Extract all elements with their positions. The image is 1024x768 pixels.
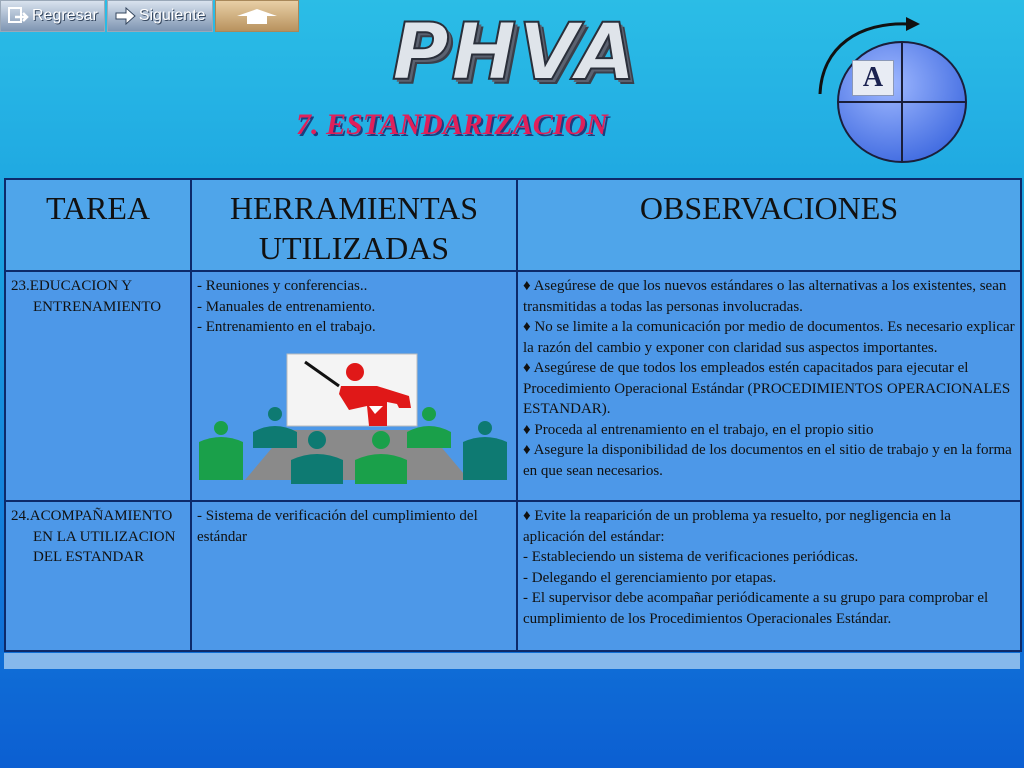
section-subtitle: 7. ESTANDARIZACION xyxy=(296,108,608,141)
task-name: 23.EDUCACION Y ENTRENAMIENTO xyxy=(11,278,162,315)
observations-cell xyxy=(517,501,1021,651)
table-footer-bar xyxy=(4,653,1020,669)
tool-item: - Reuniones y conferencias.. xyxy=(197,278,368,294)
phva-cycle-diagram xyxy=(810,16,980,168)
page-title: PHVA xyxy=(392,8,638,98)
observation-item: ♦ No se limite a la comunicación por medio de documentos. Es necesario explicar la razón del cambio y exponer con claridad sus aspectos importantes. xyxy=(523,319,1015,356)
next-button-label: Siguiente xyxy=(138,7,206,24)
back-button-label: Regresar xyxy=(32,7,98,24)
observation-item: ♦ Proceda al entrenamiento en el trabajo, en el propio sitio xyxy=(523,421,874,438)
home-button[interactable] xyxy=(215,0,299,32)
training-presentation-illustration xyxy=(197,352,513,484)
observation-item: - Estableciendo un sistema de verificaciones periódicas. xyxy=(523,549,859,565)
table-row xyxy=(5,271,1021,501)
observation-item: ♦ Asegúrese de que todos los empleados estén capacitados para ejecutar el Procedimiento Operacional Estándar (PROCEDIMIENTOS OPERACIONALES ESTANDAR). xyxy=(523,360,1011,417)
task-name: 24.ACOMPAÑAMIENTO EN LA UTILIZACION DEL ESTANDAR xyxy=(11,508,176,565)
observation-item: ♦ Evite la reaparición de un problema ya resuelto, por negligencia en la aplicación del estándar: xyxy=(523,508,951,545)
observation-item: ♦ Asegúrese de que los nuevos estándares o las alternativas a los existentes, sean transmitidas a todas las personas involucradas. xyxy=(523,278,1007,315)
column-header-tools: HERRAMIENTAS UTILIZADAS xyxy=(191,179,517,271)
table-row xyxy=(5,501,1021,651)
tool-item: - Entrenamiento en el trabajo. xyxy=(197,319,376,335)
observation-item: ♦ Asegure la disponibilidad de los documentos en el sitio de trabajo y en la forma en que sean necesarios. xyxy=(523,442,1012,479)
column-header-task: TAREA xyxy=(5,179,191,271)
table-header-row xyxy=(5,179,1021,271)
arrow-right-icon xyxy=(114,5,136,27)
task-cell xyxy=(5,501,191,651)
observation-item: - El supervisor debe acompañar periódicamente a su grupo para comprobar el cumplimiento de los Procedimientos Operacionales Estándar. xyxy=(523,590,989,627)
arrow-into-box-icon xyxy=(7,5,29,27)
tools-cell xyxy=(191,501,517,651)
home-icon xyxy=(233,6,281,26)
observation-item: - Delegando el gerenciamiento por etapas. xyxy=(523,569,777,586)
phase-letter-badge: A xyxy=(852,60,894,96)
tools-cell xyxy=(191,271,517,501)
next-button[interactable] xyxy=(107,0,213,32)
nav-bar xyxy=(0,0,299,32)
standardization-table xyxy=(4,178,1022,652)
column-header-observations: OBSERVACIONES xyxy=(517,179,1021,271)
task-cell xyxy=(5,271,191,501)
standardization-table-container xyxy=(4,178,1020,669)
observations-cell xyxy=(517,271,1021,501)
back-button[interactable] xyxy=(0,0,105,32)
tool-item: - Manuales de entrenamiento. xyxy=(197,298,376,315)
tool-item: - Sistema de verificación del cumplimiento del estándar xyxy=(197,508,478,545)
